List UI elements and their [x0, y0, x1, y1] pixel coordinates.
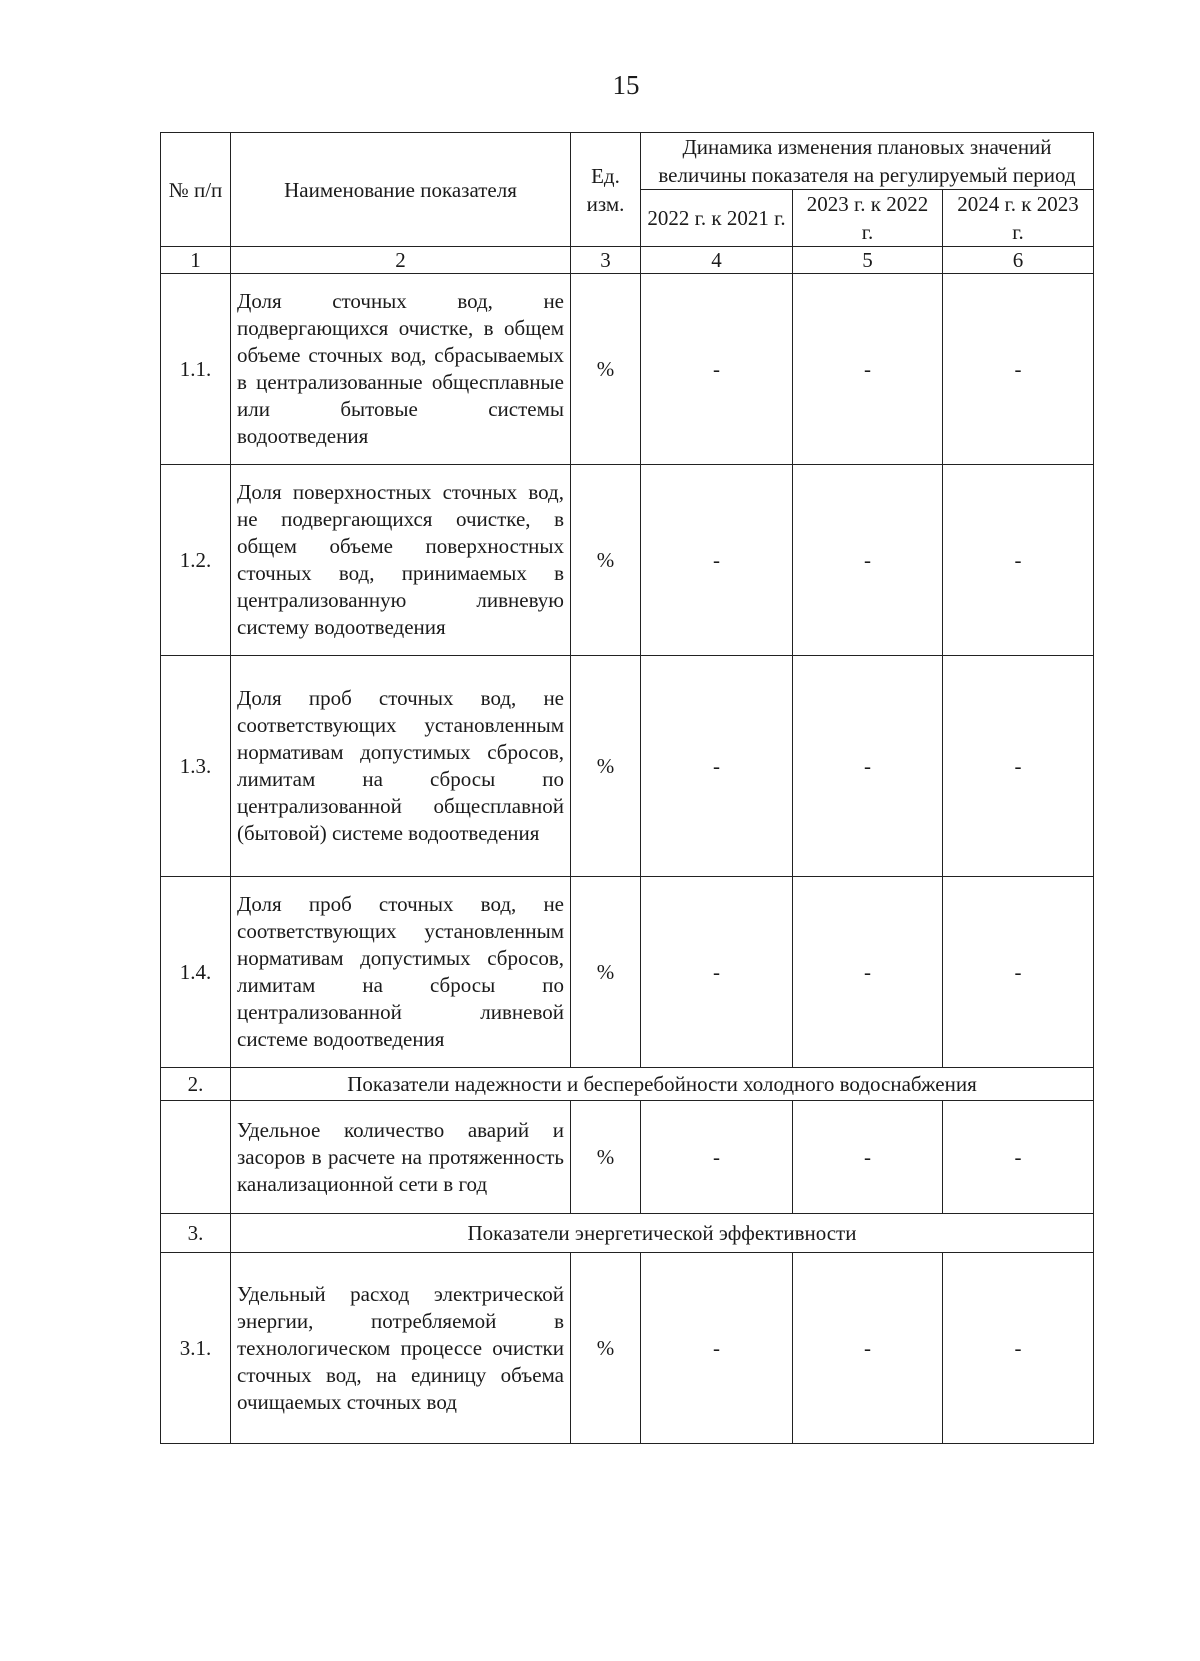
section-header-row: [161, 1214, 1094, 1253]
value-cell: -: [793, 877, 943, 1068]
unit-cell: %: [571, 465, 641, 656]
header-name: Наименование показателя: [231, 133, 571, 247]
value-cell: -: [641, 877, 793, 1068]
section-title: Показатели энергетической эффективности: [231, 1214, 1094, 1253]
table-header-row: [161, 133, 1094, 190]
value-cell: -: [943, 274, 1094, 465]
unit-cell: %: [571, 1101, 641, 1214]
value-cell: -: [793, 656, 943, 877]
value-cell: -: [943, 877, 1094, 1068]
unit-cell: %: [571, 656, 641, 877]
row-number: 1.2.: [161, 465, 231, 656]
indicator-name: Удельное количество аварий и засоров в расчете на протяженность канализационной сети в год: [231, 1101, 571, 1214]
table-row: [161, 1101, 1094, 1214]
unit-cell: %: [571, 1253, 641, 1444]
row-number: 1.4.: [161, 877, 231, 1068]
section-header-row: [161, 1068, 1094, 1101]
section-number: 2.: [161, 1068, 231, 1101]
indicator-name: Доля поверхностных сточных вод, не подвергающихся очистке, в общем объеме поверхностных сточных вод, принимаемых в централизованную ливневую систему водоотведения: [231, 465, 571, 656]
row-number: [161, 1101, 231, 1214]
indicators-table: [160, 132, 1094, 1444]
value-cell: -: [641, 656, 793, 877]
header-period: 2022 г. к 2021 г.: [641, 190, 793, 247]
indicator-name: Доля проб сточных вод, не соответствующих установленным нормативам допустимых сбросов, лимитам на сбросы по централизованной ливневой системе водоотведения: [231, 877, 571, 1068]
indicator-name: Доля проб сточных вод, не соответствующих установленным нормативам допустимых сбросов, лимитам на сбросы по централизованной общесплавной (бытовой) системе водоотведения: [231, 656, 571, 877]
unit-cell: %: [571, 274, 641, 465]
value-cell: -: [943, 1253, 1094, 1444]
value-cell: -: [641, 1101, 793, 1214]
column-number: 3: [571, 247, 641, 274]
value-cell: -: [641, 1253, 793, 1444]
header-period: 2023 г. к 2022 г.: [793, 190, 943, 247]
column-number: 1: [161, 247, 231, 274]
column-number: 5: [793, 247, 943, 274]
header-period: 2024 г. к 2023 г.: [943, 190, 1094, 247]
column-number: 6: [943, 247, 1094, 274]
value-cell: -: [793, 465, 943, 656]
header-dynamics: Динамика изменения плановых значений величины показателя на регулируемый период: [641, 133, 1094, 190]
table-row: [161, 465, 1094, 656]
header-unit: Ед. изм.: [571, 133, 641, 247]
value-cell: -: [641, 274, 793, 465]
section-title: Показатели надежности и бесперебойности холодного водоснабжения: [231, 1068, 1094, 1101]
header-num: № п/п: [161, 133, 231, 247]
table-row: [161, 1253, 1094, 1444]
table-row: [161, 877, 1094, 1068]
value-cell: -: [793, 274, 943, 465]
value-cell: -: [793, 1101, 943, 1214]
column-number: 4: [641, 247, 793, 274]
unit-cell: %: [571, 877, 641, 1068]
column-number-row: [161, 247, 1094, 274]
value-cell: -: [793, 1253, 943, 1444]
value-cell: -: [641, 465, 793, 656]
indicator-name: Доля сточных вод, не подвергающихся очистке, в общем объеме сточных вод, сбрасываемых в централизованные общесплавные или бытовые системы водоотведения: [231, 274, 571, 465]
table-row: [161, 274, 1094, 465]
page-number: 15: [612, 70, 640, 100]
value-cell: -: [943, 465, 1094, 656]
column-number: 2: [231, 247, 571, 274]
section-number: 3.: [161, 1214, 231, 1253]
row-number: 1.3.: [161, 656, 231, 877]
value-cell: -: [943, 656, 1094, 877]
row-number: 3.1.: [161, 1253, 231, 1444]
row-number: 1.1.: [161, 274, 231, 465]
indicator-name: Удельный расход электрической энергии, потребляемой в технологическом процессе очистки сточных вод, на единицу объема очищаемых сточных вод: [231, 1253, 571, 1444]
table-row: [161, 656, 1094, 877]
value-cell: -: [943, 1101, 1094, 1214]
